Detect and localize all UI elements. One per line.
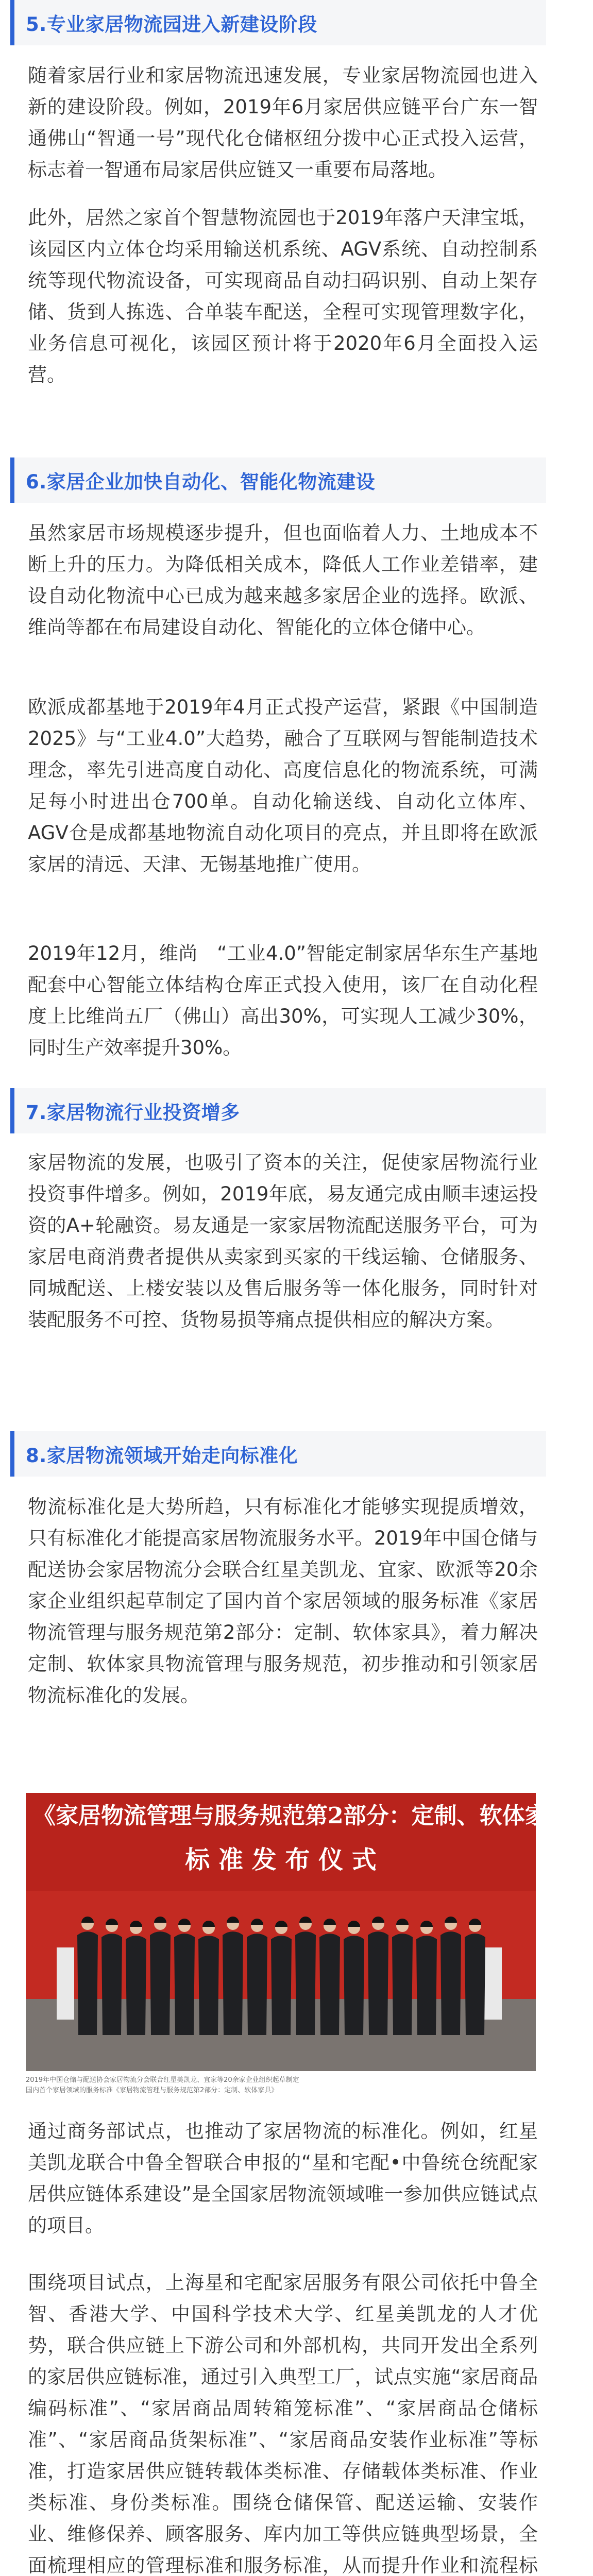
section-heading-8: 8.家居物流领域开始走向标准化 (10, 1431, 546, 1477)
section-heading-7: 7.家居物流行业投资增多 (10, 1088, 546, 1133)
person-figure (198, 1936, 219, 2035)
photo-caption (26, 2075, 536, 2096)
event-photo (26, 1793, 593, 2071)
person-figure (126, 1936, 146, 2035)
section-heading-5: 5.专业家居物流园进入新建设阶段 (10, 0, 546, 45)
person-figure (174, 1934, 195, 2035)
banner-subtitle: 标 准 发 布 仪 式 (185, 1845, 377, 1874)
paragraph: 围绕项目试点，上海星和宅配家居服务有限公司依托中鲁全智、香港大学、中国科学技术大学、红星美凯龙的人才优势，联合供应链上下游公司和外部机构，共同开发出全系列的家居供应链标准，通过引入典型工厂，试点实施“家居商品编码标准”、“家居商品周转箱笼标准”、“家居商品仓储标准”、“家居商品货架标准”、“家居商品安装作业标准”等标准，打造家居供应链转载体类标准、存储载体类标准、作业类标准、身份类标准。围绕仓储保管、配送运输、安装作业、维修保养、顾客服务、库内加工等供应链典型场景，全面梳理相应的管理标准和服务标准，从而提升作业和流程标 (28, 2272, 538, 2576)
paragraph: 物流标准化是大势所趋，只有标准化才能够实现提质增效，只有标准化才能提高家居物流服务水平。2019年中国仓储与配送协会家居物流分会联合红星美凯龙、宜家、欧派等20余家企业组织起草制定了国内首个家居领域的服务标准《家居物流管理与服务规范第2部分：定制、软体家具》，着力解决定制、软体家具物流管理与服务规范，初步推动和引领家居物流标准化的发展。 (28, 1496, 538, 1706)
event-photo-illustration (26, 1793, 593, 2071)
person-figure (223, 1931, 243, 2035)
caption-line: 2019年中国仓储与配送协会家居物流分会联合红星美凯龙、宜家等20余家企业组织起草制定 (26, 2076, 299, 2084)
person-figure (465, 1934, 485, 2035)
person-figure (344, 1936, 364, 2035)
paragraph: 欧派成都基地于2019年4月正式投产运营，紧跟《中国制造2025》与“工业4.0”大趋势，融合了互联网与智能制造技术理念，率先引进高度自动化、高度信息化的物流系统，可满足每小时进出仓700单。自动化输送线、自动化立体库、AGV仓是成都基地物流自动化项目的亮点，并且即将在欧派家居的清远、天津、无锡基地推广使用。 (28, 696, 538, 875)
person-figure (150, 1931, 171, 2035)
person-figure (319, 1934, 340, 2035)
person-figure (392, 1934, 413, 2035)
person-figure (295, 1931, 316, 2035)
banner-title: 《家居物流管理与服务规范第2部分：定制、软体家具》 (33, 1803, 593, 1829)
caption-line: 国内首个家居领域的服务标准《家居物流管理与服务规范第2部分：定制、软体家具》 (26, 2087, 278, 2094)
paragraph: 虽然家居市场规模逐步提升，但也面临着人力、土地成本不断上升的压力。为降低相关成本，降低人工作业差错率，建设自动化物流中心已成为越来越多家居企业的选择。欧派、维尚等都在布局建设自动化、智能化的立体仓储中心。 (28, 522, 538, 638)
section-heading-6: 6.家居企业加快自动化、智能化物流建设 (10, 457, 546, 503)
person-figure (101, 1934, 122, 2035)
paragraph: 随着家居行业和家居物流迅速发展，专业家居物流园也进入新的建设阶段。例如，2019年6月家居供应链平台广东一智通佛山“智通一号”现代化仓储枢纽分拨中心正式投入运营，标志着一智通布局家居供应链又一重要布局落地。 (28, 64, 538, 181)
person-figure (440, 1931, 461, 2035)
person-figure (247, 1934, 267, 2035)
paragraph: 2019年12月，维尚 “工业4.0”智能定制家居华东生产基地配套中心智能立体结构仓库正式投入使用，该厂在自动化程度上比维尚五厂（佛山）高出30%，可实现人工减少30%，同时生产效率提升30%。 (28, 942, 538, 1059)
person-figure (368, 1931, 388, 2035)
person-figure (77, 1931, 98, 2035)
person-figure (271, 1936, 292, 2035)
person-figure (416, 1936, 437, 2035)
paragraph: 通过商务部试点，也推动了家居物流的标准化。例如，红星美凯龙联合中鲁全智联合申报的“星和宅配•中鲁统仓统配家居供应链体系建设”是全国家居物流领域唯一参加供应链试点的项目。 (28, 2120, 538, 2236)
paragraph: 家居物流的发展，也吸引了资本的关注，促使家居物流行业投资事件增多。例如，2019年底，易友通完成由顺丰速运投资的A+轮融资。易友通是一家家居物流配送服务平台，可为家居电商消费者提供从卖家到买家的干线运输、仓储服务、同城配送、上楼安装以及售后服务等一体化服务，同时针对装配服务不可控、货物易损等痛点提供相应的解决方案。 (28, 1151, 538, 1331)
paragraph: 此外，居然之家首个智慧物流园也于2019年落户天津宝坻，该园区内立体仓均采用输送机系统、AGV系统、自动控制系统等现代物流设备，可实现商品自动扫码识别、自动上架存储、货到人拣选、合单装车配送，全程可实现管理数字化，业务信息可视化，该园区预计将于2020年6月全面投入运营。 (28, 207, 538, 386)
